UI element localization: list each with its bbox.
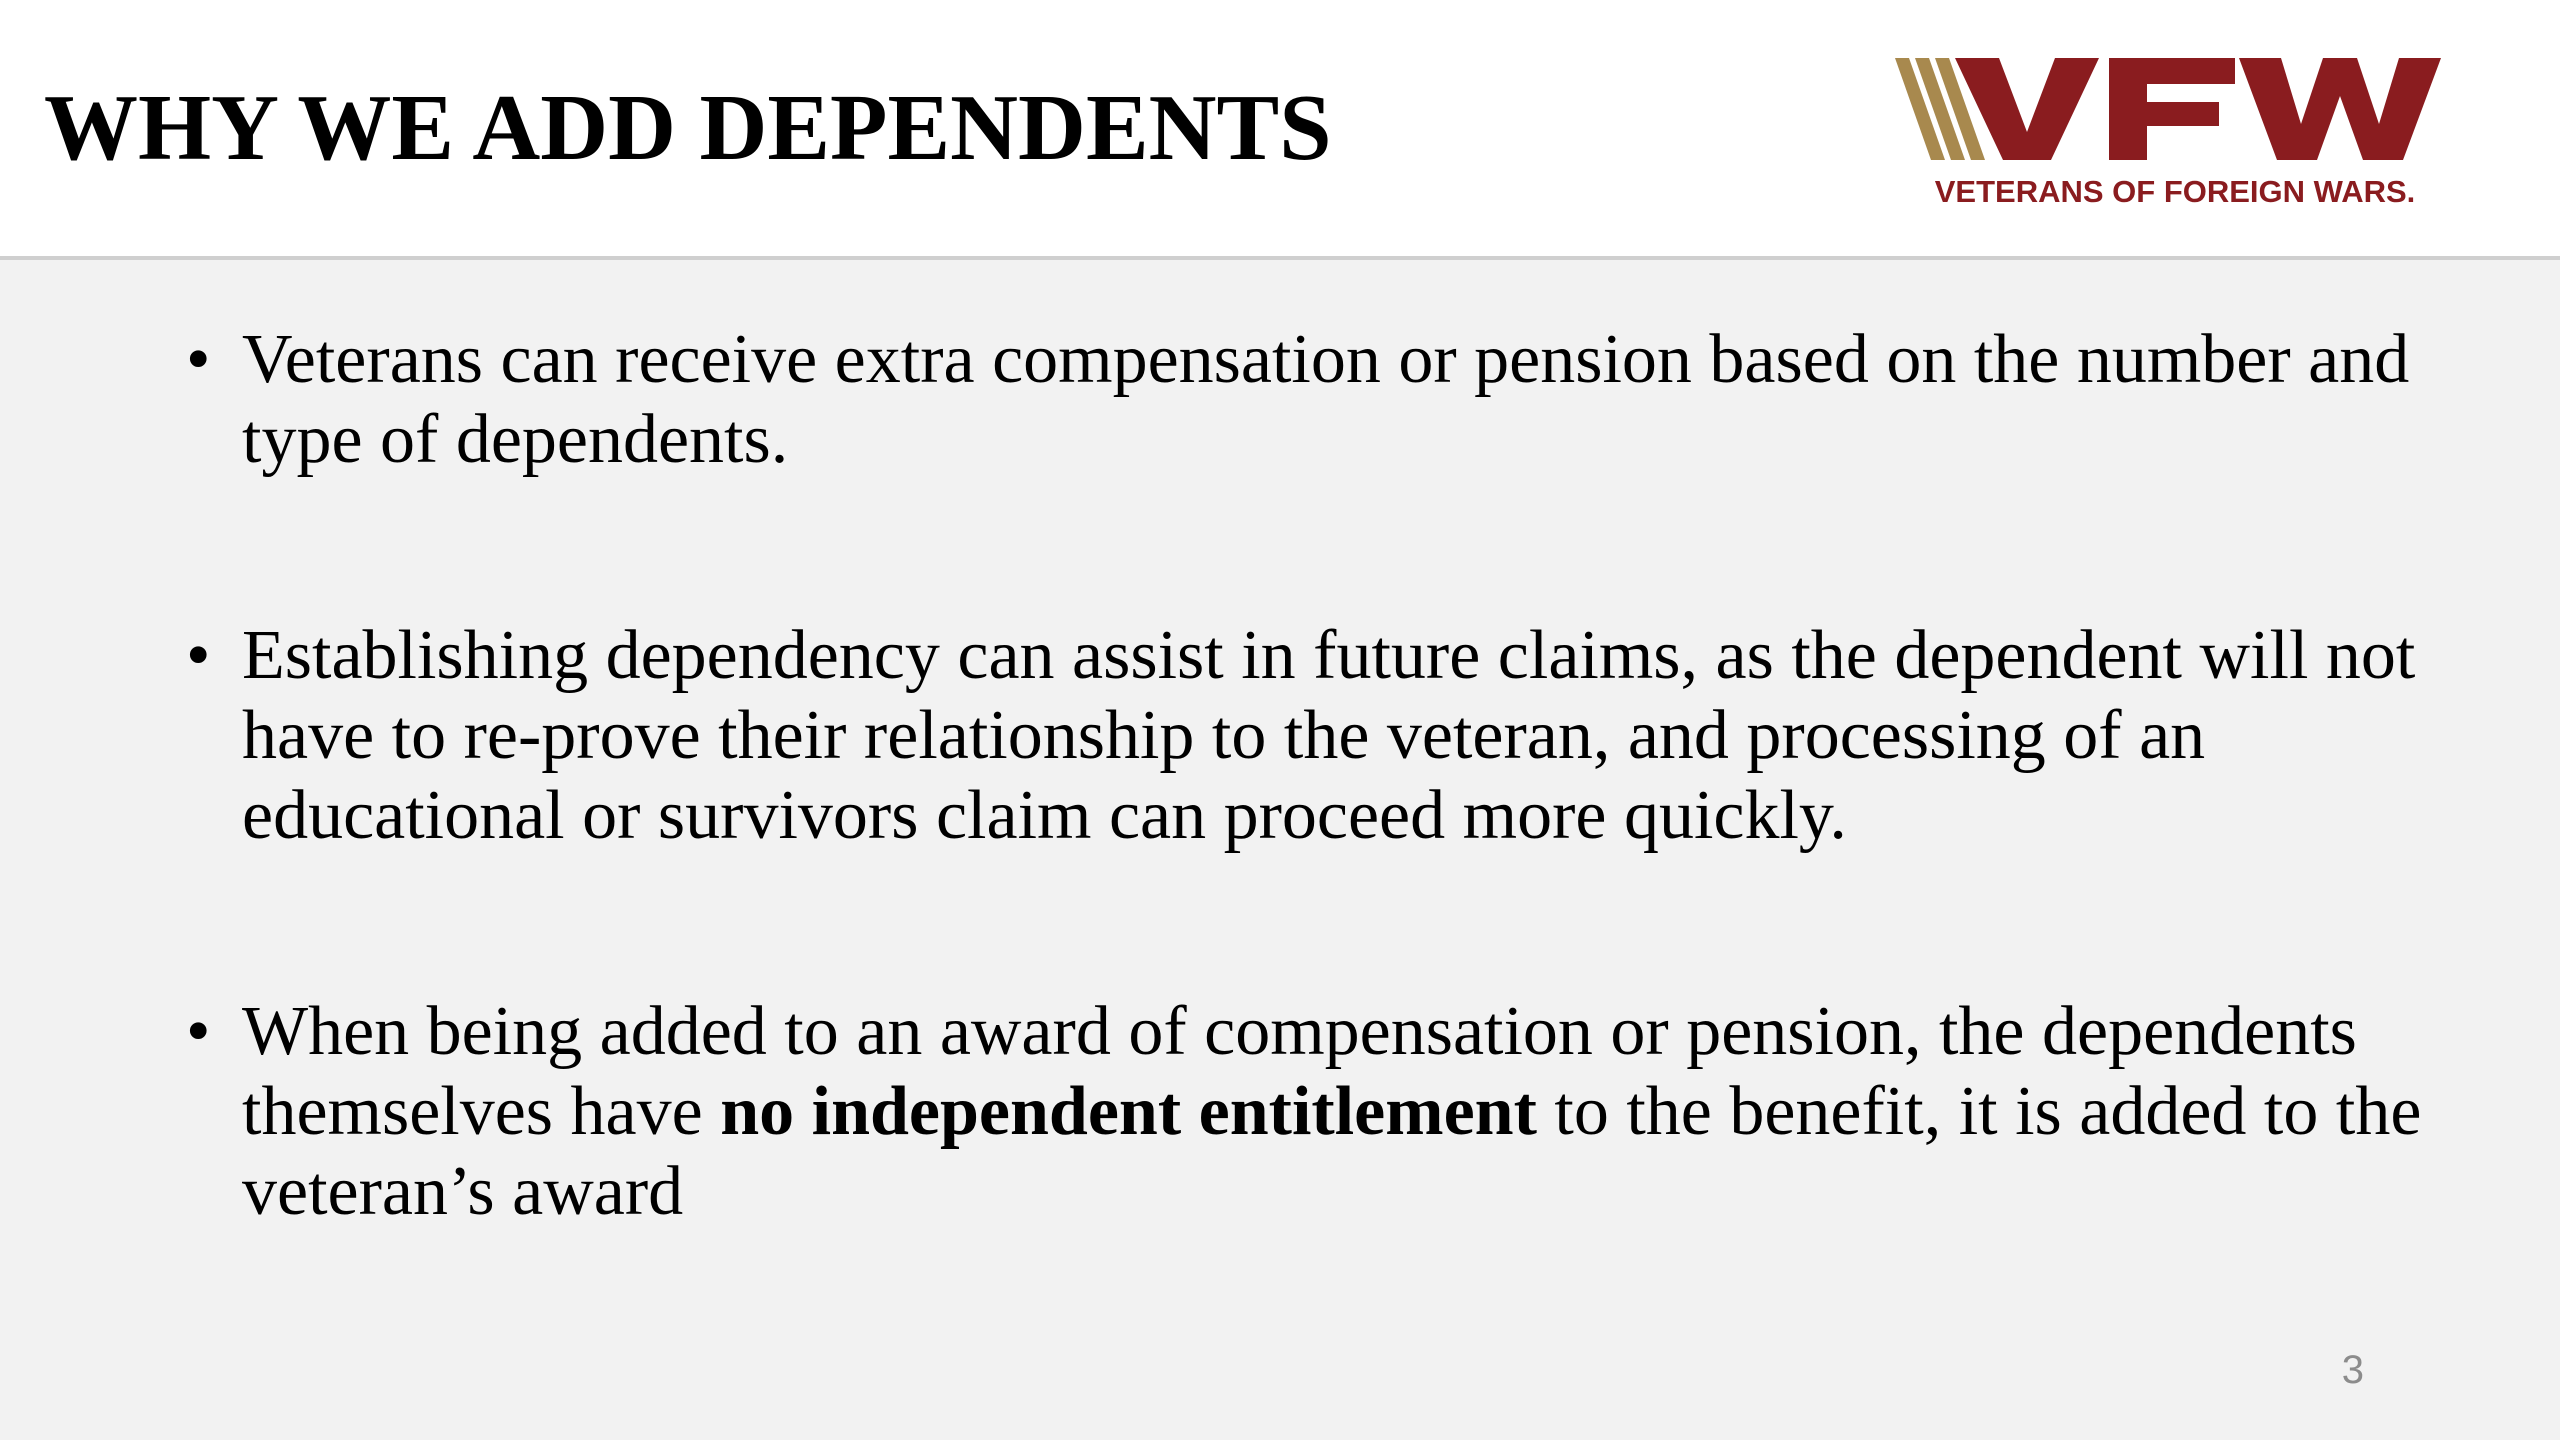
logo-tagline: VETERANS OF FOREIGN WARS. [1934,174,2416,209]
slide-title: WHY WE ADD DEPENDENTS [44,76,1332,180]
bullet-dot: • [186,993,211,1070]
bullet-text: Establishing dependency can assist in future claims, as the dependent will not have to re-prove their relationship to the veteran, and processing of an educational or survivors claim can proceed more quickly. [242,617,2416,854]
bullet-text: Veterans can receive extra compensation or pension based on the number and type of dependents. [242,321,2410,478]
bullet-item [186,992,2426,1232]
bullet-text-after: to the benefit, it is added to the veteran’s award [242,1073,2422,1230]
bullet-text-before: When being added to an award of compensation or pension, the dependents themselves have [242,993,2357,1150]
bullet-dot: • [186,617,211,694]
page-number: 3 [2341,1348,2364,1392]
bullet-dot: • [186,321,211,398]
bullet-item [186,320,2426,480]
bullet-text-bold: no independent entitlement [720,1073,1537,1150]
bullet-list [186,320,2426,1232]
vfw-logo [1895,54,2455,214]
vfw-logo-mark [1895,54,2455,166]
bullet-item [186,616,2426,856]
slide-header [0,0,2560,260]
